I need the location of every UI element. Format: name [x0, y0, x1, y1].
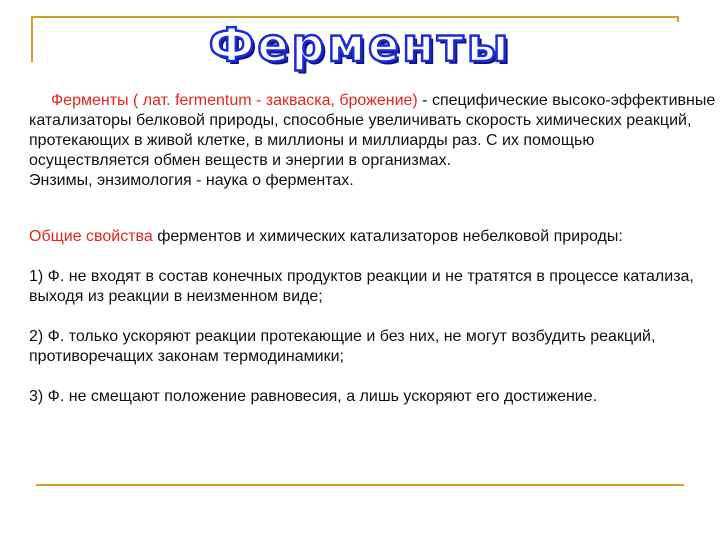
- slide-body: [29, 91, 717, 407]
- intro-definition: - специфические высоко-эффективные катализаторы белковой природы, способные увеличивать скорость химических реакций, протекающих в живой клетке, в миллионы и миллиарды раз. С их помощью осуществляется обмен веществ и энергии в организмах.: [29, 92, 716, 169]
- properties-heading-red: Общие свойства: [29, 228, 153, 245]
- property-item-3: 3) Ф. не смещают положение равновесия, а лишь ускоряют его достижение.: [29, 388, 598, 405]
- intro-term: Ферменты ( лат. fermentum - закваска, брожение): [51, 92, 418, 109]
- enzymes-line: Энзимы, энзимология - наука о ферментах.: [29, 172, 354, 189]
- slide-title: Ферменты: [208, 18, 512, 72]
- property-item-2: 2) Ф. только ускоряют реакции протекающие и без них, не могут возбудить реакций, противоречащих законам термодинамики;: [29, 328, 656, 365]
- property-item-1: 1) Ф. не входят в состав конечных продуктов реакции и не тратятся в процессе катализа, выходя из реакции в неизменном виде;: [29, 268, 694, 305]
- frame-bottom-line: [36, 484, 684, 486]
- properties-heading-rest: ферментов и химических катализаторов небелковой природы:: [152, 228, 623, 245]
- intro-paragraph: [29, 91, 717, 171]
- properties-heading: [29, 227, 717, 247]
